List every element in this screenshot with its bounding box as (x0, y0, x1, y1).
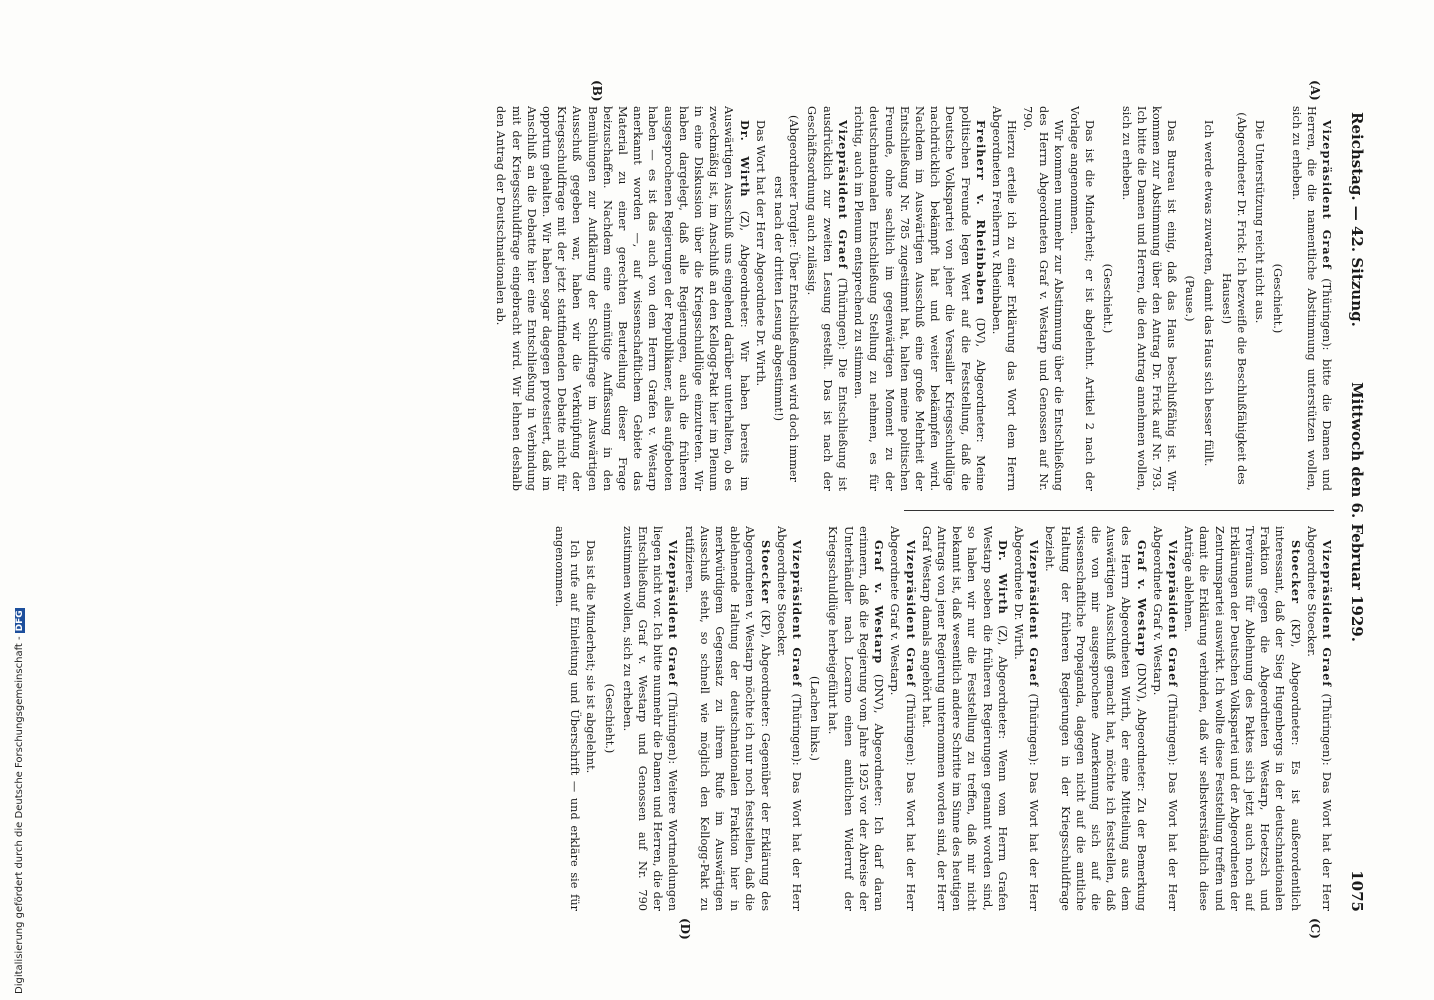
margin-mark-c: (C) (1308, 918, 1322, 939)
paragraph-text: Die Unterstützung reicht nicht aus. (1253, 120, 1267, 324)
paragraph-text: Hierzu erteile ich zu einer Erklärung das Wort dem Herrn Abgeordneten Freiherrn v. Rheinbaben. (989, 106, 1019, 491)
paragraph-text: Ich werde etwas zuwarten, damit das Haus sich besser füllt. (1201, 120, 1215, 467)
paragraph (1067, 106, 1097, 491)
paragraph (1304, 526, 1334, 911)
speaker-name: Dr. Wirth (737, 120, 752, 198)
digitization-footer (0, 0, 25, 1000)
paragraph (493, 106, 751, 491)
speaker-name: Vizepräsident Graef (1320, 120, 1334, 270)
interjection: (Abgeordneter Torgler: Über Entschließungen wird doch immer erst nach der dritten Lesung abgestimmt!) (772, 114, 801, 483)
speaker-name: Graf v. Westarp (872, 540, 887, 665)
paragraph (1020, 106, 1066, 491)
paragraph-text: (KP), Abgeordneter: Es ist außerordentlich interessant, daß der Sieg Hugenbergs in der deutschnationalen Fraktion gegen die Abgeordneten Westarp, Hoetzsch und Treviranus für Ablehnung des Paktes sich jetzt auch noch auf Erklärungen der Deutschen Volkspartei und der Abgeordneten der Zentrumspartei auswirkt. Ich wollte diese Feststellung treffen und damit die Erklärung verbinden, daß wir selbstverständlich diese Anträge ablehnen. (1182, 526, 1302, 911)
paragraph-text: Das ist die Minderheit; er ist abgelehnt. Artikel 2 nach der Vorlage angenommen. (1067, 106, 1097, 491)
right-column (24, 526, 1334, 911)
speaker-name: Vizepräsident Graef (835, 120, 850, 270)
interjection: (Geschieht.) (1101, 263, 1115, 334)
speaker-name: Vizepräsident Graef (1320, 540, 1334, 688)
paragraph (1288, 106, 1334, 491)
column-divider (904, 510, 1334, 511)
header-date: Mittwoch den 6. Februar 1929. (1348, 382, 1366, 642)
paragraph (1181, 526, 1303, 911)
paragraph-text: (Z), Abgeordneter: Wenn vom Herrn Grafen Westarp soeben die früheren Regierungen genannt worden sind, so haben wir nur die Feststellung zu treffen, daß mir nicht bekannt ist, daß wesentlich andere Schritte im Sinne des heutigen Antrags von jener Regierung unternommen worden sind, der Herr Graf Westarp damals angehört hat. (919, 526, 1009, 911)
paragraph-text: (DNV), Abgeordneter: Zu der Bemerkung des Herrn Abgeordneten Wirth, der eine Mitteilung aus dem Auswärtigen Ausschuß gemacht hat, möchte ich feststellen, daß die von mir ausgesprochene Anerkennung sich auf die wissenschaftliche Propaganda, dagegen nicht auf die amtliche Haltung der früheren Regierungen in der Kriegsschuldfrage bezieht. (1043, 526, 1148, 911)
speaker-name: Dr. Wirth (995, 540, 1010, 615)
margin-mark-a: (A) (1308, 80, 1322, 101)
paragraph-text: (Thüringen): Das Wort hat der Herr Abgeordnete Stoecker. (774, 526, 804, 911)
paragraph (989, 106, 1019, 491)
paragraph-text: Das Wort hat der Herr Abgeordnete Dr. Wirth. (753, 120, 767, 387)
paragraph-text: (Thüringen): Das Wort hat der Herr Abgeordnete Graf v. Westarp. (1150, 526, 1179, 911)
interjection: (Lachen links.) (808, 676, 822, 761)
paragraph (804, 106, 850, 491)
paragraph (1150, 526, 1180, 911)
interjection: (Pause.) (1183, 275, 1197, 322)
interjection: (Geschieht.) (602, 683, 616, 754)
speaker-name: Graf v. Westarp (1134, 540, 1149, 657)
speaker-name: Vizepräsident Graef (1165, 540, 1180, 688)
paragraph (1252, 106, 1267, 491)
paragraph (681, 526, 772, 911)
page-number: 1075 (1348, 870, 1366, 912)
paragraph (583, 526, 598, 911)
paragraph (887, 526, 917, 911)
paragraph-text: (Z), Abgeordneter: Wir haben bereits im Auswärtigen Ausschuß uns eingehend darüber unterhalten, ob es zweckmäßig ist, im Anschluß an den Kellogg-Pakt hier im Plenum in eine Diskussion über die Kriegsschuldlüge einzutreten. Wir haben dargelegt, daß alle Regierungen, auch die früheren ausgesprochenen Regierungen der Republikaner, alles aufgeboten haben — es ist das auch von dem Herrn Grafen v. Westarp anerkannt worden —, auf wissenschaftlichem Gebiete das Material zu einer gerechten Beurteilung dieser Frage beizuschaffen. Nachdem eine einmütige Auffassung in den Bemühungen zur Aufklärung der Schuldfrage im Auswärtigen Ausschuß gegeben war, haben wir die Verknüpfung der Kriegsschuldfrage mit der jetzt stattfindenden Debatte nicht für opportun gehalten. Wir haben sogar dagegen protestiert, daß im Anschluß an die Debatte hier eine Entschließung in Verbindung mit der Kriegsschuldfrage eingebracht wird. Wir lehnen deshalb den Antrag der Deutschnationalen ab. (494, 106, 751, 491)
margin-mark-d: (D) (678, 918, 692, 940)
paragraph-text: (Thüringen): Das Wort hat der Herr Abgeordnete Graf v. Westarp. (888, 526, 917, 911)
paragraph-text: (Thüringen): bitte die Damen und Herren, die die namentliche Abstimmung unterstützen wollen, sich zu erheben. (1289, 106, 1333, 491)
speaker-name: Freiherr v. Rheinbaben (973, 120, 988, 306)
paragraph (1200, 106, 1215, 491)
dfg-logo: DFG (15, 610, 25, 632)
paragraph-text: (Thüringen): Die Entschließung ist ausdrücklich zur zweiten Lesung gestellt. Das ist nach der Geschäftsordnung auch zulässig. (805, 106, 849, 491)
speaker-name: Vizepräsident Graef (1027, 540, 1042, 688)
speaker-name: Vizepräsident Graef (903, 540, 918, 688)
paragraph (1011, 526, 1041, 911)
paragraph (825, 526, 886, 911)
paragraph-text: (DV), Abgeordneter: Meine politischen Freunde legen Wert auf die Feststellung, daß die Deutsche Volkspartei von jeher die Versailler Kriegsschuldlüge nachdrücklich bekämpft hat und weiter bekämpfen wird. Nachdem im Auswärtigen Ausschuß eine große Mehrheit der Entschließung Nr. 785 zugestimmt hat, halten meine politischen Freunde, ohne sachlich im gegenwärtigen Moment zu der deutschnationalen Entschließung Stellung zu nehmen, es für richtig, auch im Plenum entsprechend zu stimmen. (852, 106, 987, 491)
paragraph-text: Wir kommen nunmehr zur Abstimmung über die Entschließung des Herrn Abgeordneten Graf v. Westarp und Genossen auf Nr. 790. (1021, 106, 1065, 491)
paragraph-text: (Thüringen): Das Wort hat der Herr Abgeordnete Stoecker. (1304, 526, 1333, 911)
paragraph (919, 526, 1010, 911)
paragraph (774, 526, 804, 911)
left-column (24, 106, 1334, 491)
paragraph-text: Das Bureau ist einig, daß das Haus beschlußfähig ist. Wir kommen zur Abstimmung über den Antrag Dr. Frick auf Nr. 793. Ich bitte die Damen und Herren, die den Antrag annehmen wollen, sich zu erheben. (1119, 106, 1179, 491)
paragraph-text: Ich rufe auf Einleitung und Überschrift — und erkläre sie für angenommen. (553, 526, 582, 911)
speaker-name: Stoecker (1288, 540, 1303, 604)
paragraph (1042, 526, 1148, 911)
paragraph-text: (KP), Abgeordneter: Gegenüber der Erklärung des Abgeordneten v. Westarp möchte ich nur noch feststellen, daß die ablehnende Haltung der deutschnationalen Fraktion hier in merkwürdigem Gegensatz zu ihrem Rufe im Auswärtigen Ausschuß steht, so schnell wie möglich den Kellogg-Pakt zu ratifizieren. (682, 526, 772, 911)
interjection: (Abgeordneter Dr. Frick: Ich bezweifle die Beschlußfähigkeit des Hauses!) (1219, 112, 1248, 485)
speaker-name: Vizepräsident Graef (666, 540, 681, 687)
paragraph (851, 106, 988, 491)
speaker-name: Vizepräsident Graef (790, 540, 805, 688)
paragraph (620, 526, 681, 911)
paragraph-text: (Thüringen): Weitere Wortmeldungen liegen nicht vor. Ich bitte nunmehr die Damen und Herren, die der Entschließung Graf v. Westarp und Genossen auf Nr. 790 zustimmen wollen, sich zu erheben. (620, 526, 680, 911)
page-header (1342, 112, 1366, 912)
margin-mark-b: (B) (590, 80, 604, 102)
footer-text: Digitalisierung gefördert durch die Deutsche Forschungsgemeinschaft - (14, 636, 25, 994)
paragraph-text: (DNV), Abgeordneter: Ich darf daran erinnern, daß die Regierung vom Jahre 1925 vor der Abreise der Unterhändler nach Locarno einen amtlichen Widerruf der Kriegsschuldlüge herbeigeführt hat. (826, 526, 886, 911)
paragraph-text: Das ist die Minderheit; sie ist abgelehnt. (584, 540, 598, 774)
paragraph (1118, 106, 1179, 491)
paragraph-text: (Thüringen): Das Wort hat der Herr Abgeordnete Dr. Wirth. (1011, 526, 1041, 911)
paragraph (552, 526, 582, 911)
interjection: (Geschieht.) (1271, 263, 1285, 334)
header-session: Reichstag. — 42. Sitzung. (1348, 112, 1366, 327)
speaker-name: Stoecker (758, 540, 773, 604)
paragraph (753, 106, 768, 491)
